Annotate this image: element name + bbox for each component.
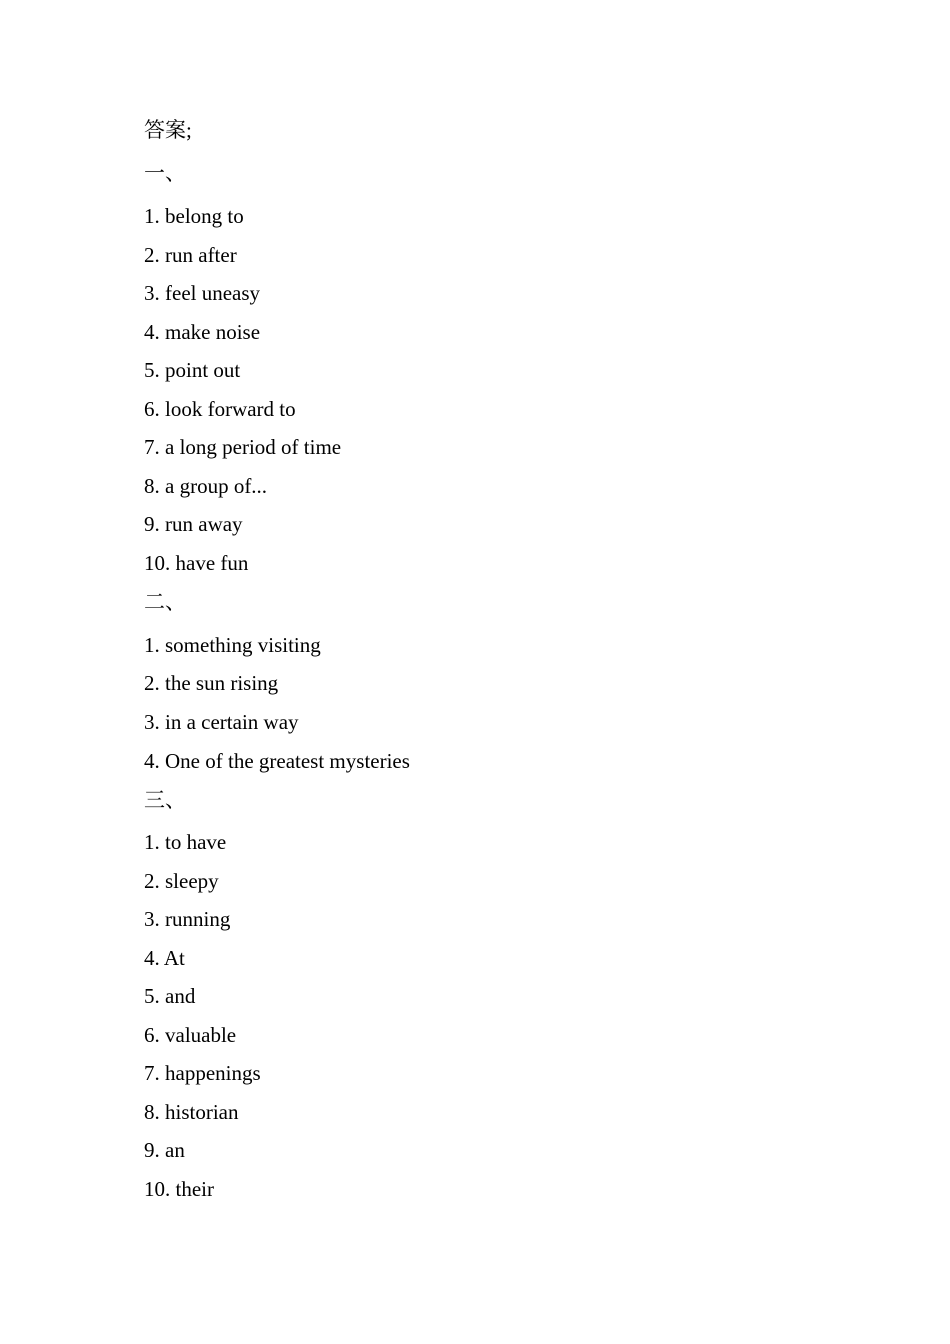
answer-item: 8. a group of... [144, 474, 268, 498]
answer-item: 10. have fun [144, 551, 249, 575]
answer-item: 7. a long period of time [144, 435, 342, 459]
answer-item: 6. valuable [144, 1023, 237, 1047]
answer-item: 4. make noise [144, 320, 261, 344]
answer-item: 1. something visiting [144, 633, 321, 657]
answer-item: 9. run away [144, 512, 243, 536]
answer-item: 1. to have [144, 830, 227, 854]
answer-item: 2. run after [144, 243, 237, 267]
answer-item: 3. feel uneasy [144, 281, 261, 305]
answer-item: 3. in a certain way [144, 710, 299, 734]
answer-item: 2. sleepy [144, 869, 219, 893]
answer-heading: 答案; [144, 118, 192, 142]
answer-item: 2. the sun rising [144, 671, 279, 695]
section-label-1: 一、 [144, 161, 186, 185]
answer-item: 1. belong to [144, 204, 244, 228]
answer-item: 4. One of the greatest mysteries [144, 749, 410, 773]
answer-item: 5. and [144, 984, 196, 1008]
answer-item: 8. historian [144, 1100, 239, 1124]
section-label-2: 二、 [144, 590, 186, 614]
answer-item: 6. look forward to [144, 397, 296, 421]
answer-item: 5. point out [144, 358, 241, 382]
answer-item: 10. their [144, 1177, 214, 1201]
answer-item: 3. running [144, 907, 231, 931]
section-label-3: 三、 [144, 788, 186, 812]
answer-item: 9. an [144, 1138, 185, 1162]
answer-item: 4. At [144, 946, 185, 970]
answer-item: 7. happenings [144, 1061, 261, 1085]
